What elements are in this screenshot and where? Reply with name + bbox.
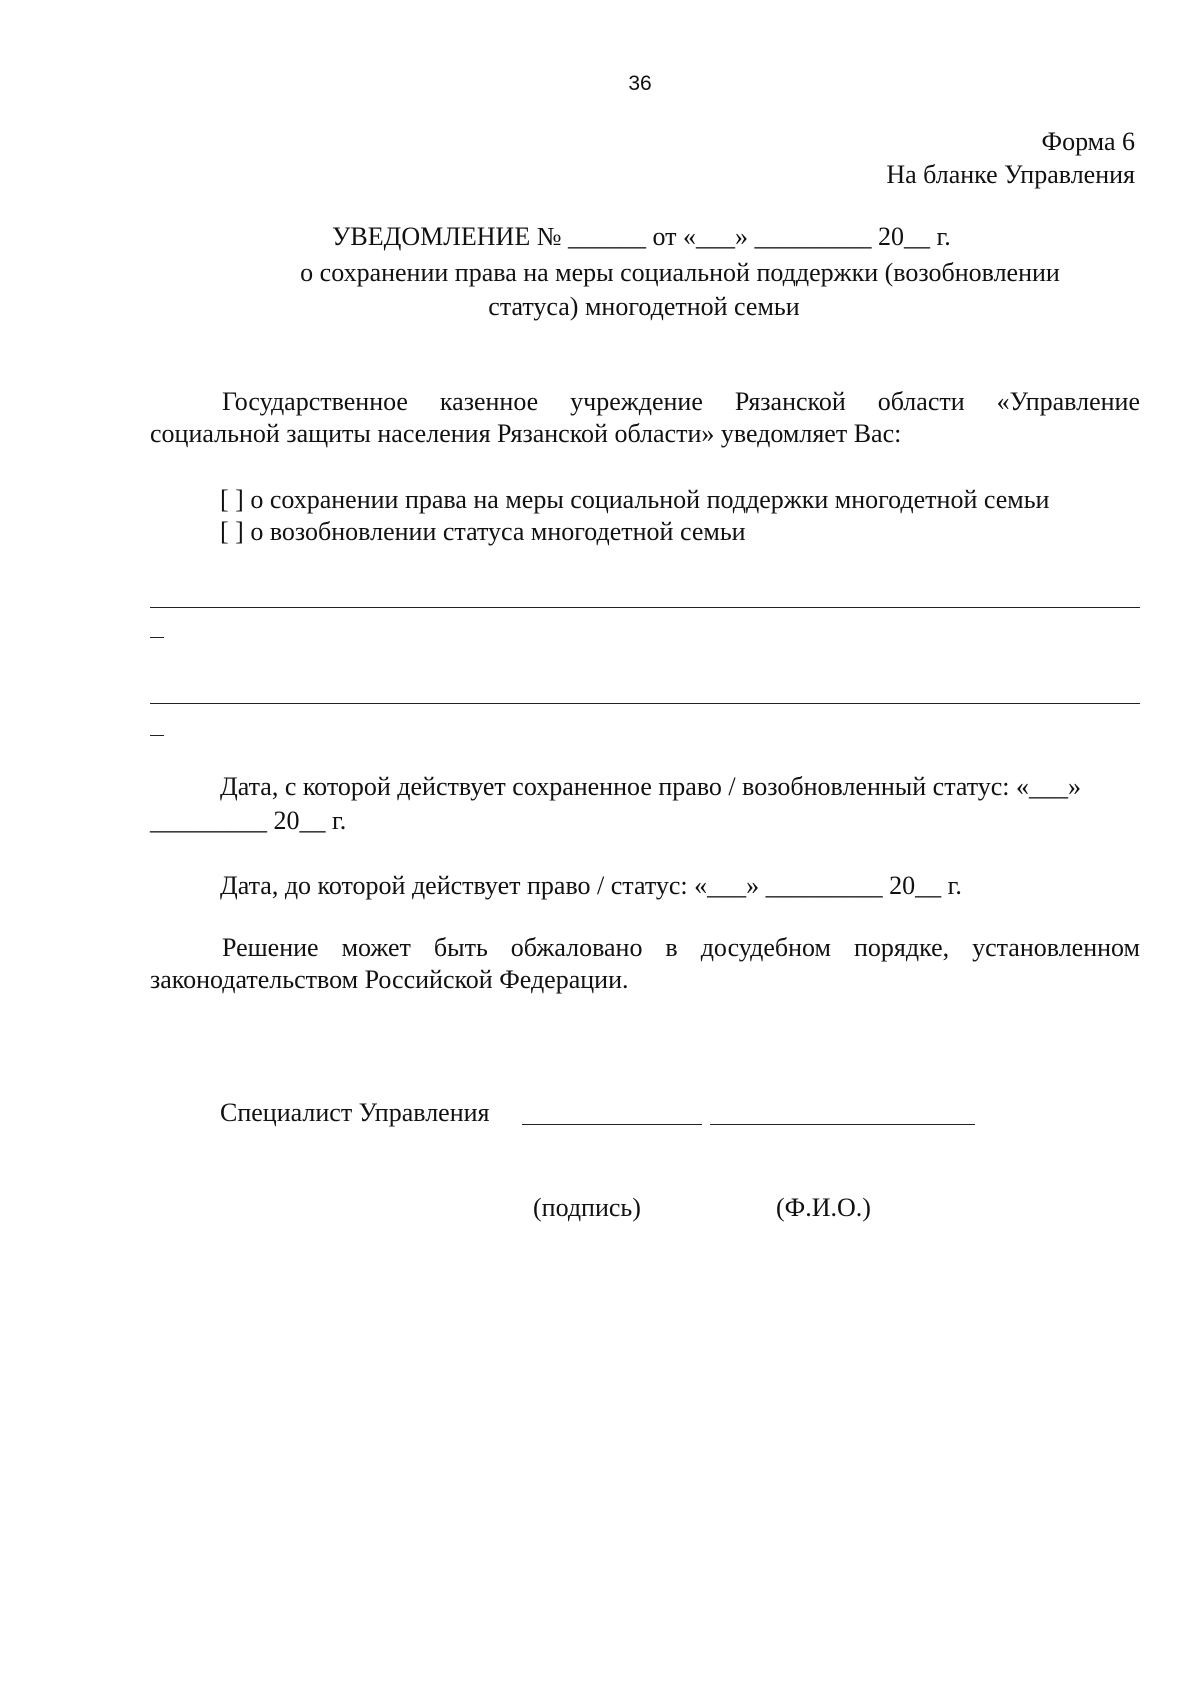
form-label: Форма 6 xyxy=(1041,127,1135,156)
checkbox-option-renew-status: [ ] о возобновлении статуса многодетной семьи xyxy=(220,517,746,546)
date-from-line-2: _________ 20__ г. xyxy=(150,806,347,835)
specialist-label: Специалист Управления xyxy=(220,1098,490,1127)
page-number: 36 xyxy=(628,72,652,95)
blank-fill-line xyxy=(150,607,1140,608)
blank-label: На бланке Управления xyxy=(886,160,1135,189)
blank-fill-line xyxy=(150,703,1140,704)
date-until-line: Дата, до которой действует право / статус: «___» _________ 20__ г. xyxy=(220,871,962,900)
blank-fill-dash xyxy=(150,637,164,638)
appeal-paragraph: Решение может быть обжаловано в досудебном порядке, установленном законодательством Российской Федерации. xyxy=(150,933,1140,994)
signature-line xyxy=(522,1124,702,1125)
intro-paragraph: Государственное казенное учреждение Рязанской области «Управление социальной защиты населения Рязанской области» уведомляет Вас: xyxy=(150,387,1140,448)
date-from-line-1: Дата, с которой действует сохраненное право / возобновленный статус: «___» xyxy=(220,772,1082,801)
notice-subtitle-line-1: о сохранении права на меры социальной поддержки (возобновлении xyxy=(300,258,1060,287)
notice-title: УВЕДОМЛЕНИЕ № ______ от «___» _________ 20__ г. xyxy=(332,222,951,251)
full-name-line xyxy=(710,1124,975,1125)
checkbox-option-preserve-rights: [ ] о сохранении права на меры социальной поддержки многодетной семьи xyxy=(220,485,1050,514)
signature-caption: (подпись) xyxy=(533,1193,641,1222)
notice-subtitle-line-2: статуса) многодетной семьи xyxy=(488,292,800,321)
full-name-caption: (Ф.И.О.) xyxy=(776,1193,871,1222)
blank-fill-dash xyxy=(150,735,164,736)
